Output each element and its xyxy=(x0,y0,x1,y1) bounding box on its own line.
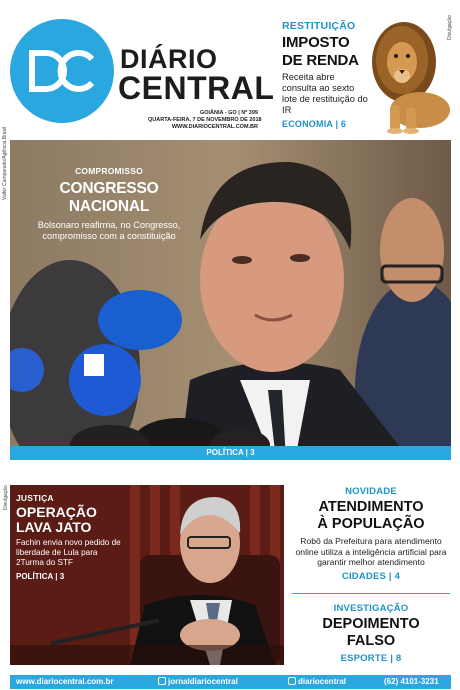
footer-facebook[interactable] xyxy=(288,677,346,686)
top-teaser-headline xyxy=(282,34,370,70)
logo-monogram-icon xyxy=(10,19,114,123)
right-story-2-section[interactable]: ESPORTE | 8 xyxy=(340,653,402,664)
instagram-icon xyxy=(158,677,166,685)
bottom-left-headline xyxy=(16,505,126,535)
right-story-1-headline xyxy=(292,499,450,533)
right-story-2[interactable] xyxy=(292,603,450,664)
main-story-text xyxy=(24,166,194,242)
brand-name-line2: CENTRAL xyxy=(118,70,275,106)
main-story-section: POLÍTICA | 3 xyxy=(206,448,255,457)
right-story-1-headline-line1: ATENDIMENTO xyxy=(318,499,424,515)
main-story-subline: Bolsonaro reafirma, no Congresso, compromisso com a constituição xyxy=(37,220,181,241)
right-story-2-headline-line1: DEPOIMENTO xyxy=(322,616,420,632)
footer-instagram[interactable] xyxy=(158,677,238,686)
top-teaser[interactable] xyxy=(282,20,370,129)
bottom-left-kicker: JUSTIÇA xyxy=(16,493,54,503)
main-story-kicker: COMPROMISSO xyxy=(75,166,143,176)
brand-name-line1: DIÁRIO xyxy=(120,44,218,74)
footer-website[interactable]: www.diariocentral.com.br xyxy=(16,677,114,686)
right-story-2-kicker: INVESTIGAÇÃO xyxy=(333,603,409,614)
footer-bar xyxy=(10,675,451,689)
edition-place-number: GOIÂNIA - GO | Nº 399 xyxy=(199,110,258,116)
top-teaser-body: Receita abre consulta ao sexto lote de restituição do IR xyxy=(282,72,368,115)
top-teaser-headline-line1: IMPOSTO xyxy=(282,34,350,51)
main-photo-credit: Valter Campanato/Agência Brasil xyxy=(2,126,8,200)
top-teaser-headline-line2: DE RENDA xyxy=(282,52,359,69)
top-teaser-kicker: RESTITUIÇÃO xyxy=(282,20,356,32)
lion-illustration xyxy=(362,10,457,135)
column-divider xyxy=(292,593,450,594)
edition-date: QUARTA-FEIRA, 7 DE NOVEMBRO DE 2018 xyxy=(148,117,262,123)
right-story-1-section[interactable]: CIDADES | 4 xyxy=(341,570,401,582)
main-story-headline: CONGRESSO NACIONAL xyxy=(59,180,159,215)
edition-info xyxy=(148,110,262,131)
bottom-left-photo-credit: Divulgação xyxy=(3,485,9,510)
footer-instagram-handle: jornaldiariocentral xyxy=(168,677,238,686)
right-story-2-headline xyxy=(292,616,450,650)
masthead xyxy=(0,0,460,140)
right-story-1-kicker: NOVIDADE xyxy=(345,486,397,497)
right-story-1[interactable] xyxy=(292,486,450,582)
footer-phone[interactable]: (62) 4101-3231 xyxy=(384,677,439,686)
footer-facebook-handle: diariocentral xyxy=(298,677,347,686)
bottom-left-headline-line2: LAVA JATO xyxy=(16,519,92,535)
bottom-left-story[interactable] xyxy=(10,485,284,665)
top-teaser-photo-credit: Divulgação xyxy=(447,15,453,40)
facebook-icon xyxy=(288,677,296,685)
top-teaser-section[interactable]: ECONOMIA | 6 xyxy=(282,119,347,129)
bottom-left-section[interactable]: POLÍTICA | 3 xyxy=(16,572,65,581)
right-story-1-headline-line2: À POPULAÇÃO xyxy=(317,516,425,532)
edition-website: WWW.DIARIOCENTRAL.COM.BR xyxy=(171,124,258,130)
bottom-left-headline-line1: OPERAÇÃO xyxy=(16,504,97,520)
right-story-1-body: Robô da Prefeitura para atendimento online utiliza a inteligência artificial para garantir melhor atendimento xyxy=(295,536,447,567)
logo xyxy=(10,19,114,123)
bottom-left-text xyxy=(16,493,126,581)
right-story-2-headline-line2: FALSO xyxy=(346,633,396,649)
bottom-left-body: Fachin envia novo pedido de liberdade de Lula para 2Turma do STF xyxy=(16,538,121,567)
main-story[interactable] xyxy=(10,140,451,460)
main-story-section-bar[interactable] xyxy=(10,446,451,460)
